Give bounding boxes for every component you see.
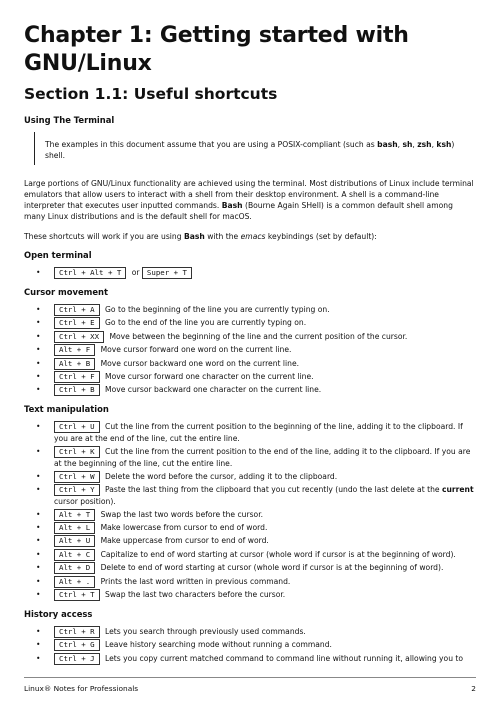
list-item: • Alt + C Capitalize to end of word starting at cursor (whole word if cursor is at the beginning of word). <box>36 549 456 559</box>
history-access-list <box>24 626 476 665</box>
list-item: • Alt + U Make uppercase from cursor to end of word. <box>36 536 269 546</box>
open-terminal-heading: Open terminal <box>24 250 92 261</box>
chapter-title: Chapter 1: Getting started with GNU/Linux <box>24 23 409 76</box>
open-terminal-list <box>24 267 476 279</box>
list-item: • Ctrl + T Swap the last two characters before the cursor. <box>36 589 286 599</box>
history-access-heading: History access <box>24 608 93 619</box>
shortcut-key: Alt + C <box>54 549 95 561</box>
text-manipulation-list <box>24 421 476 601</box>
list-item: • Ctrl + Alt + T or Super + T <box>24 267 476 279</box>
shortcut-key: Alt + T <box>54 509 95 521</box>
list-item: • Alt + D Delete to end of word starting at cursor (whole word if cursor is at the beginning of word). <box>36 563 444 573</box>
shortcut-key: Ctrl + W <box>54 471 100 483</box>
list-item: • Alt + F Move cursor forward one word on the current line. <box>36 345 292 355</box>
list-item: • Ctrl + J Lets you copy current matched command to command line without running it, allowing you to <box>36 653 464 663</box>
cursor-movement-heading: Cursor movement <box>24 287 109 298</box>
shortcut-key: Alt + . <box>54 576 95 588</box>
shortcut-key: Super + T <box>142 267 192 279</box>
posix-note-text: The examples in this document assume that you are using a POSIX-compliant (such as bash, sh, zsh, ksh) shell. <box>45 140 455 161</box>
shortcut-key: Alt + B <box>54 358 95 370</box>
shortcut-key: Ctrl + J <box>54 653 100 665</box>
shortcut-key: Ctrl + Y <box>54 484 100 496</box>
shortcut-key: Alt + D <box>54 562 95 574</box>
list-item: • Ctrl + B Move cursor backward one character on the current line. <box>36 385 322 395</box>
shortcut-key: Alt + F <box>54 344 95 356</box>
list-item: • Alt + B Move cursor backward one word on the current line. <box>36 358 300 368</box>
footer-book-title: Linux® Notes for Professionals <box>24 684 139 693</box>
shortcut-key: Alt + L <box>54 522 95 534</box>
shortcut-key: Ctrl + XX <box>54 331 104 343</box>
page-content <box>24 22 476 673</box>
shortcut-key: Ctrl + E <box>54 317 100 329</box>
shortcut-key: Ctrl + Alt + T <box>54 267 126 279</box>
page-number: 2 <box>471 684 476 693</box>
list-item: • Ctrl + E Go to the end of the line you are currently typing on. <box>36 318 307 328</box>
list-item: • Ctrl + F Move cursor forward one character on the current line. <box>36 372 314 382</box>
list-item: • Ctrl + A Go to the beginning of the line you are currently typing on. <box>36 305 330 315</box>
list-item: • Alt + T Swap the last two words before the cursor. <box>36 509 264 519</box>
text-manipulation-heading: Text manipulation <box>24 404 109 415</box>
shortcut-key: Ctrl + F <box>54 371 100 383</box>
using-terminal-heading: Using The Terminal <box>24 115 115 125</box>
section-title: Section 1.1: Useful shortcuts <box>24 85 278 103</box>
page-footer <box>24 677 476 693</box>
shortcut-key: Ctrl + G <box>54 639 100 651</box>
list-item: • Ctrl + XX Move between the beginning of the line and the current position of the cursor. <box>36 331 408 341</box>
list-item: • Ctrl + R Lets you search through previously used commands. <box>36 626 306 636</box>
list-item: • Ctrl + U Cut the line from the current position to the beginning of the line, adding it to the clipboard. If you are at the end of the line, cut the entire line. <box>36 422 463 444</box>
list-item: • Ctrl + K Cut the line from the current position to the end of the line, adding it to the clipboard. If you are at the beginning of the line, cut the entire line. <box>36 447 471 469</box>
shortcut-key: Ctrl + K <box>54 446 100 458</box>
list-item: • Alt + L Make lowercase from cursor to end of word. <box>36 522 268 532</box>
list-item: • Ctrl + Y Paste the last thing from the clipboard that you cut recently (undo the last delete at the current cursor position). <box>36 485 474 506</box>
intro-paragraph: Large portions of GNU/Linux functionality are achieved using the terminal. Most distributions of Linux include terminal emulators that allow users to interact with a shell from their desktop environment. A shell is a command-line interpreter that executes user inputted commands. Bash (Bourne Again SHell) is a common default shell among many Linux distributions and is the default shell for macOS. <box>24 178 474 222</box>
cursor-movement-list <box>24 304 476 396</box>
posix-note <box>34 132 476 165</box>
shortcut-key: Ctrl + R <box>54 626 100 638</box>
list-item: • Ctrl + W Delete the word before the cursor, adding it to the clipboard. <box>36 471 338 481</box>
list-item: • Alt + . Prints the last word written in previous command. <box>36 576 291 586</box>
shortcut-key: Alt + U <box>54 535 95 547</box>
shortcuts-intro-paragraph: These shortcuts will work if you are using Bash with the emacs keybindings (set by default): <box>24 231 377 241</box>
shortcut-key: Ctrl + T <box>54 589 100 601</box>
list-item: • Ctrl + G Leave history searching mode without running a command. <box>36 640 332 650</box>
shortcut-key: Ctrl + B <box>54 384 100 396</box>
shortcut-key: Ctrl + U <box>54 421 100 433</box>
shortcut-key: Ctrl + A <box>54 304 100 316</box>
